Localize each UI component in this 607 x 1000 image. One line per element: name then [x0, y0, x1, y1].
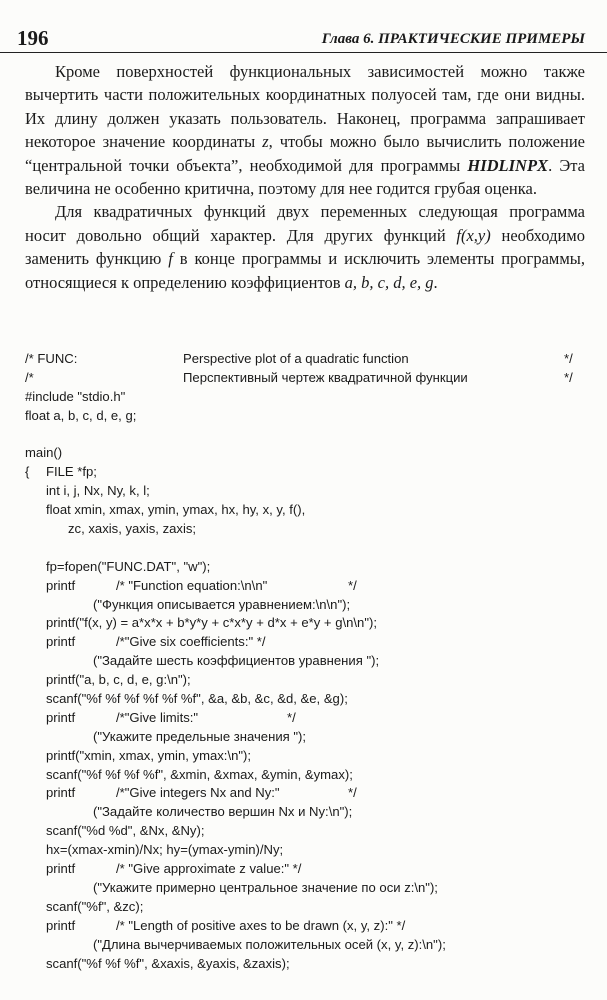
paragraph-1: [25, 60, 585, 200]
code-line: [25, 766, 587, 785]
code-text: */: [348, 785, 357, 801]
code-text: /*"Give limits:": [116, 709, 199, 725]
code-text: ("Длина вычерчиваемых положительных осей (x, y, z):\n");: [93, 936, 446, 952]
paragraph-2-text-1: Для квадратичных функций двух переменных следующая программа носит довольно общий характер. Для других функций: [25, 202, 585, 245]
code-text: scanf("%d %d", &Nx, &Ny);: [46, 823, 205, 839]
code-text: Perspective plot of a quadratic function: [183, 351, 409, 366]
code-line: [25, 520, 587, 539]
code-text: printf: [46, 577, 76, 593]
page-header: [0, 26, 607, 53]
code-line: [25, 444, 587, 463]
paragraph-1-text-1: Кроме поверхностей функциональных зависимостей можно также вычертить части положительных координатных полуосей там, где они видны. Их длину должен указать пользователь. Наконец, программа запрашивает некоторое значение координаты: [25, 62, 585, 152]
code-text: */: [564, 369, 573, 385]
code-line: [25, 955, 587, 974]
body-text: [25, 60, 585, 294]
code-text: scanf("%f %f %f %f %f %f", &a, &b, &c, &d, &e, &g);: [46, 691, 348, 707]
code-text: /*"Give integers Nx and Ny:": [116, 785, 280, 801]
coefficient-list: a, b, c, d, e, g: [344, 272, 434, 292]
code-line: [25, 577, 587, 596]
code-line: [25, 803, 587, 822]
code-line: [25, 709, 587, 728]
code-text: */: [287, 709, 296, 725]
code-text: printf("f(x, y) = a*x*x + b*y*y + c*x*y + d*x + e*y + g\n\n");: [46, 615, 377, 631]
blank-line: [25, 539, 587, 558]
function-f: f: [168, 249, 173, 269]
code-line: [25, 860, 587, 879]
code-line: [25, 898, 587, 917]
code-text: */: [348, 577, 357, 593]
running-head: Глава 6. ПРАКТИЧЕСКИЕ ПРИМЕРЫ: [321, 31, 585, 47]
code-line: [25, 369, 587, 388]
code-text: FILE *fp;: [46, 464, 97, 480]
code-line: [25, 407, 587, 426]
code-listing: [25, 350, 587, 973]
code-line: [25, 936, 587, 955]
code-text: scanf("%f %f %f", &xaxis, &yaxis, &zaxis);: [46, 955, 290, 971]
code-text: scanf("%f %f %f %f", &xmin, &xmax, &ymin, &ymax);: [46, 766, 353, 782]
code-text: int i, j, Nx, Ny, k, l;: [46, 483, 150, 499]
code-line: [25, 690, 587, 709]
code-line: [25, 501, 587, 520]
code-line: [25, 558, 587, 577]
code-text: printf: [46, 861, 76, 877]
code-line: [25, 822, 587, 841]
code-line: [25, 596, 587, 615]
code-line: [25, 671, 587, 690]
page-number: 196: [17, 26, 49, 50]
code-line: [25, 652, 587, 671]
code-text: scanf("%f", &zc);: [46, 898, 144, 914]
code-text: ("Укажите примерно центральное значение по оси z:\n");: [93, 879, 438, 895]
code-text: hx=(xmax-xmin)/Nx; hy=(ymax-ymin)/Ny;: [46, 842, 284, 858]
code-line: [25, 482, 587, 501]
code-line: [25, 350, 587, 369]
paragraph-2-text-4: .: [433, 272, 438, 292]
code-text: float a, b, c, d, e, g;: [25, 407, 137, 423]
code-line: [25, 728, 587, 747]
code-line: [25, 747, 587, 766]
code-text: /* "Function equation:\n\n": [116, 577, 268, 593]
code-text: */: [564, 351, 573, 366]
code-line: [25, 388, 587, 407]
code-text: /* "Give approximate z value:" */: [116, 861, 302, 877]
code-text: /*: [25, 369, 34, 385]
code-text: #include "stdio.h": [25, 388, 126, 404]
code-text: printf("xmin, xmax, ymin, ymax:\n");: [46, 747, 252, 763]
code-text: zc, xaxis, yaxis, zaxis;: [68, 521, 197, 537]
code-text: float xmin, xmax, ymin, ymax, hx, hy, x, y, f(),: [46, 502, 306, 518]
code-line: [25, 633, 587, 652]
code-text: Перспективный чертеж квадратичной функции: [183, 369, 468, 385]
function-fxy: f(x,y): [456, 225, 491, 245]
paragraph-2-text-2: необходимо заменить функцию: [25, 225, 585, 269]
code-line: [25, 841, 587, 860]
code-text: ("Задайте количество вершин Nx и Ny:\n");: [93, 804, 353, 820]
code-line: [25, 614, 587, 633]
paragraph-2-text-3: в конце программы и исключить элементы программы, относящиеся к определению коэффициентов: [25, 249, 585, 292]
code-line: [25, 879, 587, 898]
blank-line: [25, 426, 587, 445]
code-text: ("Укажите предельные значения ");: [93, 728, 307, 744]
code-line: [25, 784, 587, 803]
code-text: printf: [46, 634, 76, 650]
code-line: [25, 463, 587, 482]
var-z: z: [262, 132, 269, 152]
code-text: printf("a, b, c, d, e, g:\n");: [46, 672, 191, 688]
code-text: printf: [46, 917, 76, 933]
paragraph-1-text-3: . Эта величина не особенно критична, поэтому для нее годится грубая оценка.: [25, 155, 585, 199]
paragraph-1-text-2: , чтобы можно было вычислить положение “центральной точки объекта”, необходимой для программы: [25, 132, 585, 175]
code-text: printf: [46, 785, 76, 801]
code-text: ("Задайте шесть коэффициентов уравнения ");: [93, 653, 380, 669]
code-line: [25, 917, 587, 936]
code-text: /* "Length of positive axes to be drawn (x, y, z):" */: [116, 917, 406, 933]
paragraph-2: [25, 200, 585, 294]
program-name: HIDLINPX: [467, 155, 549, 175]
code-text: main(): [25, 445, 63, 461]
code-text: printf: [46, 709, 76, 725]
code-text: ("Функция описывается уравнением:\n\n");: [93, 596, 351, 612]
code-text: /*"Give six coefficients:" */: [116, 634, 266, 650]
code-text: fp=fopen("FUNC.DAT", "w");: [46, 558, 211, 574]
code-text: {: [25, 464, 30, 480]
code-text: /* FUNC:: [25, 351, 78, 366]
